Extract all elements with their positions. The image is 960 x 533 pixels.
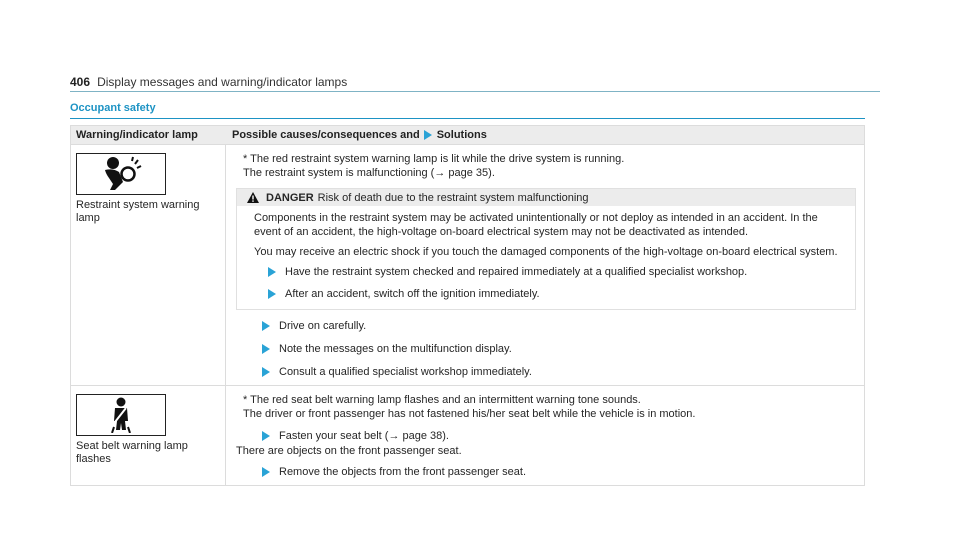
solution-text: After an accident, switch off the ignition immediately. [285,288,540,300]
seat-belt-icon [76,394,166,436]
solution-arrow-icon [262,431,270,441]
danger-title: Risk of death due to the restraint system malfunctioning [317,191,589,204]
danger-body [237,206,855,309]
cause-line: * The red seat belt warning lamp flashes and an intermittent warning tone sounds. [243,394,641,406]
column-header-lamp: Warning/indicator lamp [76,129,198,141]
table-row [71,385,864,485]
section-title: Occupant safety [70,101,865,119]
lamp-label: Restraint system warning lamp [76,199,200,224]
cause-text: There are objects on the front passenger seat. [236,445,462,457]
table-row [71,144,864,385]
cause-text [236,393,856,421]
solution-text: Consult a qualified specialist workshop immediately. [279,366,532,378]
cause-line: * The red restraint system warning lamp is lit while the drive system is running. [243,153,625,165]
lamp-cell [71,145,226,385]
solution-step [236,429,856,443]
column-header-solutions-text: Solutions [436,129,487,141]
warning-triangle-icon [247,192,259,203]
solution-text: Note the messages on the multifunction display. [279,343,512,355]
solution-text: Fasten your seat belt (→ page 38). [279,430,449,442]
airbag-icon [76,153,166,195]
page-number: 406 [70,75,91,89]
solution-arrow-icon [262,467,270,477]
solution-arrow-icon [262,367,270,377]
solution-step [254,287,847,301]
danger-box [236,188,856,310]
cause-line: The driver or front passenger has not fastened his/her seat belt while the vehicle is in motion. [243,408,696,420]
solution-step [236,319,856,333]
solution-step [254,265,847,279]
column-header-causes [226,128,864,142]
cause-line: The restraint system is malfunctioning (→ page 35). [243,167,495,179]
danger-header [237,189,855,206]
danger-word: DANGER [266,191,314,204]
solution-arrow-icon [424,130,432,140]
solution-step [236,465,856,479]
solution-arrow-icon [262,344,270,354]
header-title: Display messages and warning/indicator lamps [97,75,348,89]
solution-text: Have the restraint system checked and repaired immediately at a qualified specialist workshop. [285,266,748,278]
lamp-label: Seat belt warning lamp flashes [76,440,188,465]
table-header [71,126,864,144]
solution-step [236,365,856,379]
danger-paragraph: You may receive an electric shock if you touch the damaged components of the high-voltage on-board electrical system. [254,246,838,258]
lamp-cell [71,386,226,485]
causes-cell [226,386,864,485]
page-header [70,75,880,92]
causes-cell [226,145,864,385]
solution-arrow-icon [268,267,276,277]
solution-arrow-icon [268,289,276,299]
danger-paragraph: Components in the restraint system may be activated unintentionally or not deploy as intended in an accident. In the event of an accident, the high-voltage on-board electrical system may not be deactivated as intended. [254,212,818,238]
warning-lamp-table [70,125,865,486]
solution-arrow-icon [262,321,270,331]
cause-text [236,152,856,180]
solution-text: Remove the objects from the front passenger seat. [279,466,527,478]
solution-step [236,342,856,356]
solution-text: Drive on carefully. [279,320,367,332]
column-header-causes-text: Possible causes/consequences and [232,129,420,141]
